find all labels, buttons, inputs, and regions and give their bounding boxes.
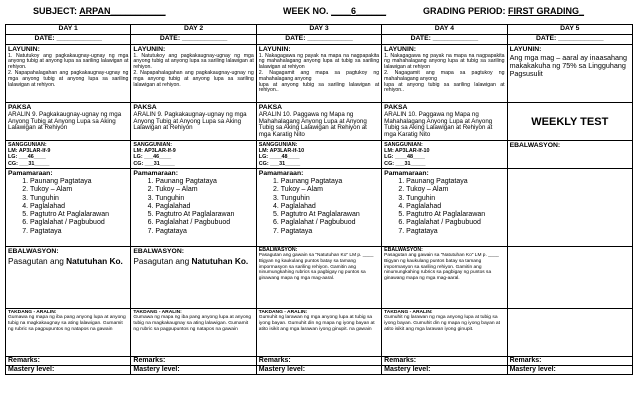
step-item: 5. Pagtutro At Paglalarawan: [281, 211, 379, 219]
ebalwasyon-day-3: [256, 246, 381, 308]
pamamaraan-label: Pamamaraan:: [384, 169, 429, 177]
date-day-3: DATE: ____________: [256, 35, 381, 45]
sanggunian-day-3: [256, 141, 381, 168]
step-item: 5. Pagtutro At Paglalarawan: [155, 211, 253, 219]
takdang-aralin-label: TAKDANG - ARALIN:: [258, 309, 308, 315]
layunin-day-4: [382, 45, 507, 103]
step-item: 1. Paunang Pagtataya: [155, 178, 253, 186]
date-row: [6, 35, 633, 45]
sanggunian-day-2: [131, 141, 256, 168]
step-item: 1. Paunang Pagtataya: [30, 178, 128, 186]
date-day-2: DATE: ____________: [131, 35, 256, 45]
paksa-text: ARALIN 10. Paggawa ng Mapa ng Mahahalagang Anyong Lupa at Anyong Tubig sa Aking Lalawigan at Rehiyon at mga Karatig Nito: [258, 110, 367, 139]
step-item: 3. Tunguhin: [406, 195, 504, 203]
step-item: 2. Tukoy – Alam: [155, 186, 253, 194]
layunin-label: LAYUNIN:: [258, 46, 291, 53]
lm-code: LM: AP3LAR-If-10: [384, 148, 430, 155]
ebalwasyon-row: [6, 246, 633, 308]
remarks-day-5: Remarks:: [507, 356, 632, 365]
steps-list: [133, 178, 253, 236]
cg-code: CG: ___31_____: [133, 160, 175, 167]
lg-code: LG: ___46____: [133, 154, 172, 161]
paksa-label: PAKSA: [258, 104, 283, 111]
layunin-text: 1. Natutukoy ang pagkakaugnay-ugnay ng mga anyong tubig at anyong lupa sa sariling lalawigan at rehiyon. 2. Napapahalagahan ang pagkakaugnay-ugnay ng mga anyong tubig at anyong lupa sa sariling lalawigan at rehiyon.: [8, 52, 129, 88]
cg-code: CG: ___31_____: [8, 160, 50, 167]
sanggunian-day-4: [382, 141, 507, 168]
step-item: 2. Tukoy – Alam: [281, 186, 379, 194]
step-item: 4. Paglalahad: [281, 203, 379, 211]
sanggunian-label: SANGGUNIAN:: [258, 142, 298, 149]
sanggunian-day-1: [6, 141, 131, 168]
mastery-level-day-4: Mastery level:: [382, 365, 507, 374]
step-item: 7. Pagtataya: [406, 228, 504, 236]
pamamaraan-row: [6, 168, 633, 246]
lg-code: LG: ___46____: [8, 154, 46, 161]
remarks-day-2: Remarks:: [131, 356, 256, 365]
ebalwasyon-text: Pasagutan ang gawain sa "Natutuhan Ko" LM p. ____ Bigyan ng kaukulang puntos batay sa tamang impormasyon sa sariling rehiyon. Gamitin ang ninumungkahing rubrics sa pagbigay ng puntos sa ginawang mapa ng mga mag-aaral.: [258, 253, 374, 281]
takdang-aralin-day-4: [382, 308, 507, 356]
ebalwasyon-text: Pasagutan ang Natutuhan Ko.: [8, 256, 123, 267]
takdang-aralin-text: Gumuhit ng larawan ng mga anyong lupa at tubig sa iyong bayan. Gumuhit din ng mapa ng iyong bayan at atito isikit ang mga larawan iyong ginupit.: [384, 315, 500, 332]
ebalwasyon-text: Pasagutan ang gawain sa "Natutuhan Ko" LM p. ____ Bigyan ng kaukulang puntos batay sa tamang impormasyon sa sariling rehiyon. Gamitin ang ninumungkahing rubrics sa pagbigay ng puntos sa ginawang mapa ng mga mag-aaral.: [384, 253, 499, 281]
step-item: 2. Tukoy – Alam: [406, 186, 504, 194]
paksa-row: [6, 103, 633, 141]
step-item: 6. Paglalahat / Pagbubuod: [281, 219, 379, 227]
mastery-level-day-2: Mastery level:: [131, 365, 256, 374]
plan-header: [0, 6, 638, 20]
day-1-header: DAY 1: [6, 25, 131, 35]
cg-code: CG: ___31_____: [384, 160, 426, 167]
step-item: 5. Pagtutro At Paglalarawan: [406, 211, 504, 219]
takdang-aralin-day-5: [507, 308, 632, 356]
lg-code: LG: ____48____: [384, 154, 425, 161]
mastery-level-day-1: Mastery level:: [6, 365, 131, 374]
mastery-level-day-5: Mastery level:: [507, 365, 632, 374]
mastery-level-day-3: Mastery level:: [256, 365, 381, 374]
paksa-text: ARALIN 9. Pagkakaugnay-ugnay ng mga Anyong Tubig at Anyong Lupa sa Aking Lalawigan at Rehiyon: [8, 110, 122, 132]
step-item: 7. Pagtataya: [281, 228, 379, 236]
day-header-row: [6, 25, 633, 35]
takdang-aralin-label: TAKDANG - ARALIN:: [133, 309, 182, 315]
step-item: 5. Pagtutro At Paglalarawan: [30, 211, 128, 219]
remarks-day-3: Remarks:: [256, 356, 381, 365]
day-4-header: DAY 4: [382, 25, 507, 35]
paksa-text: ARALIN 10. Paggawa ng Mapa ng Mahahalagang Anyong Lupa at Anyong Tubig sa Aking Lalawigan at Rehiyon at mga Karatig Nito: [384, 110, 493, 139]
paksa-day-1: [6, 103, 131, 141]
week-field: WEEK NO. ____6______: [283, 6, 387, 16]
paksa-label: PAKSA: [133, 104, 157, 111]
layunin-text: 1. Natutukoy ang pagkakaugnay-ugnay ng mga anyong tubig at anyong lupa sa sariling lalawigan at rehiyon. 2. Napapahalagahan ang pagkakaugnay-ugnay ng mga anyong tubig at anyong lupa sa sariling lalawigan at rehiyon.: [133, 52, 254, 88]
ebalwasyon-day-4: [382, 246, 507, 308]
ebalwasyon-label: EBALWASYON:: [8, 247, 59, 255]
pamamaraan-day-3: [256, 168, 381, 246]
pamamaraan-label: Pamamaraan:: [258, 169, 304, 177]
subject-field: SUBJECT: ARPAN___________: [33, 6, 166, 16]
lm-code: LM: AP3LAR-If-9: [133, 148, 176, 155]
pamamaraan-label: Pamamaraan:: [8, 169, 53, 177]
layunin-label: LAYUNIN:: [509, 46, 542, 53]
layunin-label: LAYUNIN:: [384, 46, 417, 53]
layunin-day-3: [256, 45, 381, 103]
day-2-header: DAY 2: [131, 25, 256, 35]
day-5-header: DAY 5: [507, 25, 632, 35]
step-item: 4. Paglalahad: [406, 203, 504, 211]
remarks-day-4: Remarks:: [382, 356, 507, 365]
ebalwasyon-text: Pasagutan ang Natutuhan Ko.: [133, 256, 249, 267]
ebalwasyon-day-5-empty: [507, 246, 632, 308]
step-item: 4. Paglalahad: [30, 203, 128, 211]
takdang-aralin-day-2: [131, 308, 256, 356]
pamamaraan-day-4: [382, 168, 507, 246]
pamamaraan-day-2: [131, 168, 256, 246]
sanggunian-row: [6, 141, 633, 168]
layunin-label: LAYUNIN:: [133, 46, 166, 53]
takdang-aralin-label: TAKDANG - ARALIN:: [8, 309, 57, 315]
paksa-label: PAKSA: [8, 104, 32, 111]
takdang-aralin-row: [6, 308, 633, 356]
step-item: 6. Paglalahat / Pagbubuod: [406, 219, 504, 227]
ebalwasyon-label: EBALWASYON:: [384, 246, 423, 253]
step-item: 7. Pagtataya: [30, 228, 128, 236]
step-item: 6. Paglalahat / Pagbubuod: [155, 219, 253, 227]
layunin-day-1: [6, 45, 131, 103]
step-item: 1. Paunang Pagtataya: [406, 178, 504, 186]
ebalwasyon-day-1: [6, 246, 131, 308]
paksa-text: ARALIN 9. Pagkakaugnay-ugnay ng mga Anyong Tubig at Anyong Lupa sa Aking Lalawigan at Rehiyon: [133, 110, 247, 132]
pamamaraan-label: Pamamaraan:: [133, 169, 178, 177]
lm-code: LM: AP3LAR-If-10: [258, 148, 305, 155]
paksa-day-3: [256, 103, 381, 141]
layunin-label: LAYUNIN:: [8, 46, 40, 53]
sanggunian-label: SANGGUNIAN:: [8, 142, 47, 149]
day-3-header: DAY 3: [256, 25, 381, 35]
step-item: 3. Tunguhin: [281, 195, 379, 203]
grading-field: GRADING PERIOD: FIRST GRADING_: [423, 6, 585, 16]
cg-code: CG: ___31_____: [258, 160, 301, 167]
paksa-label: PAKSA: [384, 104, 408, 111]
layunin-text: Ang mga mag – aaral ay inaasahang makakakuha ng 75% sa Lingguhang Pagsusulit: [509, 52, 628, 79]
steps-list: [259, 178, 379, 236]
ebalwasyon-day-2: [131, 246, 256, 308]
step-item: 3. Tunguhin: [30, 195, 128, 203]
takdang-aralin-day-1: [6, 308, 131, 356]
sanggunian-label: SANGGUNIAN:: [384, 142, 423, 149]
takdang-aralin-day-3: [256, 308, 381, 356]
date-day-4: DATE: ____________: [382, 35, 507, 45]
remarks-row: [6, 356, 633, 365]
takdang-aralin-text: Gumawa ng mapa ng iba pang anyong lupa at anyong tubig na magkakaugnay sa ating lalawigan. Gumamit ng rubric sa pagpupuntos ng natapos na gawain: [8, 315, 126, 332]
lesson-plan-table: [5, 24, 633, 375]
step-item: 7. Pagtataya: [155, 228, 253, 236]
lg-code: LG: ____48____: [258, 154, 300, 161]
date-day-1: DATE: ____________: [6, 35, 131, 45]
ebalwasyon-label: EBALWASYON:: [258, 246, 298, 253]
pamamaraan-day-5: [507, 168, 632, 246]
ebalwasyon-day-5: EBALWASYON:: [507, 141, 632, 168]
layunin-text: 1. Nakagagawa ng payak na mapa na nagpapakita ng mahahalagang anyong lupa at tubig sa sariling lalawigan at rehiyon 2. Nagagamit ang mapa sa pagtukoy ng mahahalagang anyong lupa at anyong tubig sa sariling lalawigan at rehiyon..: [384, 52, 505, 94]
steps-list: [384, 178, 504, 236]
date-day-5: DATE: ____________: [507, 35, 632, 45]
step-item: 1. Paunang Pagtataya: [281, 178, 379, 186]
step-item: 6. Paglalahat / Pagbubuod: [30, 219, 128, 227]
step-item: 3. Tunguhin: [155, 195, 253, 203]
ebalwasyon-label: EBALWASYON:: [133, 247, 184, 255]
lm-code: LM: AP3LAR-If-9: [8, 148, 51, 155]
takdang-aralin-text: Gumuhit ng larawan ng mga anyong lupa at tubig sa iyong bayan. Gumuhit din ng mapa ng iyong bayan at atito isikit ang mga larawan iyong ginupit. na gawain: [258, 315, 375, 332]
weekly-test-cell: WEEKLY TEST: [507, 103, 632, 141]
step-item: 2. Tukoy – Alam: [30, 186, 128, 194]
layunin-text: 1. Nakagagawa ng payak na mapa na nagpapakita ng mahahalagang anyong lupa at tubig sa sariling lalawigan at rehiyon 2. Nagagamit ang mapa sa pagtukoy ng mahahalagang anyong lupa at anyong tubig sa sariling lalawigan at rehiyon..: [258, 52, 380, 94]
mastery-level-row: [6, 365, 633, 374]
layunin-day-2: [131, 45, 256, 103]
paksa-day-2: [131, 103, 256, 141]
sanggunian-label: SANGGUNIAN:: [133, 142, 173, 149]
remarks-day-1: Remarks:: [6, 356, 131, 365]
step-item: 4. Paglalahad: [155, 203, 253, 211]
steps-list: [8, 178, 128, 236]
paksa-day-4: [382, 103, 507, 141]
pamamaraan-day-1: [6, 168, 131, 246]
layunin-row: [6, 45, 633, 103]
takdang-aralin-label: TAKDANG - ARALIN:: [384, 309, 433, 315]
layunin-day-5: [507, 45, 632, 103]
takdang-aralin-text: Gumawa ng mapa ng iba pang anyong lupa at anyong tubig na magkakaugnay sa ating lalawigan. Gumamit ng rubric sa pagpupuntos ng natapos na gawain: [133, 315, 252, 332]
